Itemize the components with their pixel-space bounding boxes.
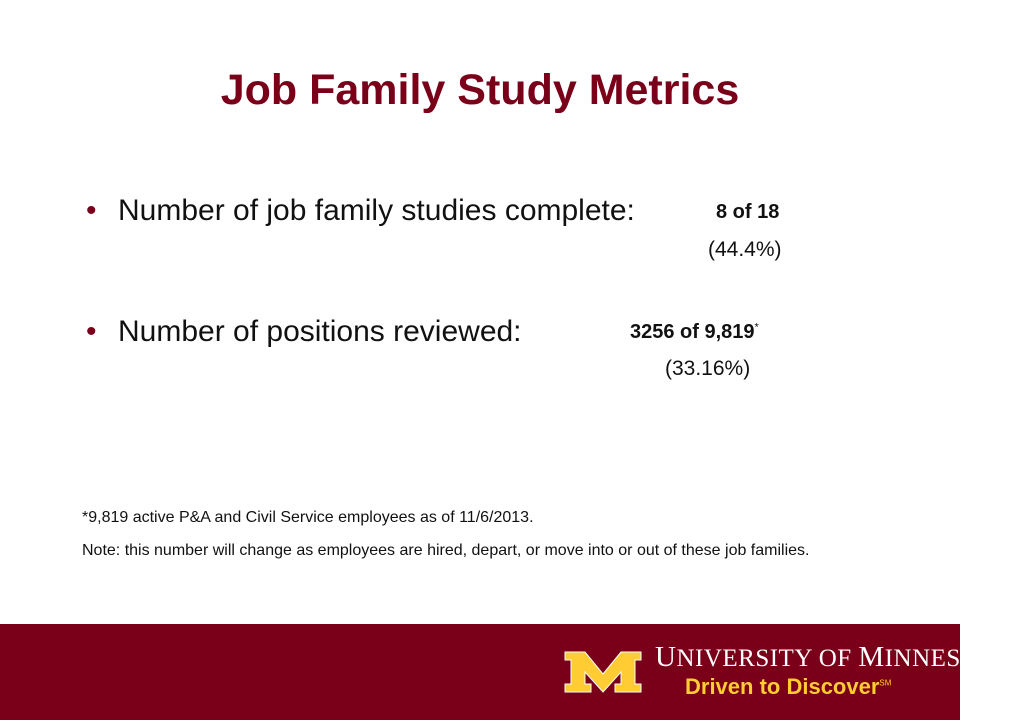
metric-value-text: 3256 of 9,819 xyxy=(630,321,755,343)
tagline xyxy=(685,674,891,700)
bullet-icon: • xyxy=(86,315,97,348)
univ-initial: M xyxy=(858,641,885,673)
metric-value-studies: 8 of 18 xyxy=(716,201,780,223)
slide-title: Job Family Study Metrics xyxy=(220,66,740,114)
metric-label-studies xyxy=(86,194,635,228)
metric-label-text: Number of job family studies complete: xyxy=(118,194,635,227)
university-m-logo-icon xyxy=(563,650,643,694)
service-mark: SM xyxy=(879,678,892,688)
bullet-icon: • xyxy=(86,194,97,227)
university-name xyxy=(655,641,1012,674)
metric-value-positions xyxy=(630,321,759,344)
footnote: *9,819 active P&A and Civil Service employees as of 11/6/2013. xyxy=(82,509,534,526)
footnote-marker: * xyxy=(754,321,759,334)
metric-percent-studies: (44.4%) xyxy=(708,238,782,261)
metric-percent-positions: (33.16%) xyxy=(665,357,751,380)
univ-text: NIVERSITY OF xyxy=(676,645,859,672)
metric-label-positions xyxy=(86,315,522,349)
tagline-text: Driven to Discover xyxy=(685,674,880,699)
note-text: Note: this number will change as employees are hired, depart, or move into or out of these job families. xyxy=(82,542,810,559)
metric-label-text: Number of positions reviewed: xyxy=(118,315,522,348)
univ-initial: U xyxy=(655,641,677,673)
univ-text: INNESOTA xyxy=(884,645,1012,672)
